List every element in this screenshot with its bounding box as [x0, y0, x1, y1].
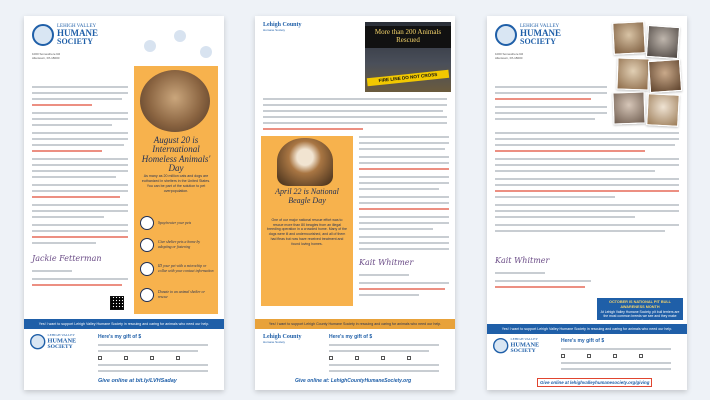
- qr-code: [110, 296, 124, 310]
- panel-subtext: As many as 20 million cats and dogs are euthanized in shelters in the United States. You can be part of the solution to pet overpopulation.: [141, 174, 211, 193]
- logo-line2: HUMANE: [520, 28, 561, 38]
- paw-heart-icon: [32, 24, 54, 46]
- give-online-link[interactable]: Give online at: LehighCountyHumaneSociety.org: [295, 378, 412, 384]
- dog-photo: [612, 21, 646, 55]
- gift-amount-label: Here's my gift of $: [329, 334, 373, 340]
- letter-national-beagle-day: [255, 16, 455, 390]
- gift-checkbox[interactable]: [150, 356, 154, 360]
- dog-photo: [616, 57, 649, 90]
- pit-banner-title: OCTOBER IS NATIONAL PIT BULL AWARENESS MONTH: [608, 300, 672, 309]
- dog-photo: [646, 25, 680, 59]
- tip-id: ID your pet with a microchip or collar with your contact information: [140, 262, 214, 276]
- reply-band: Yes! I want to support Lehigh Valley Humane Society in rescuing and caring for animals who need our help.: [487, 324, 687, 334]
- sender-address: 1000 Somewhere Rd Allentown, PA 18000: [495, 52, 524, 61]
- signature: Kait Whitmer: [359, 258, 414, 267]
- fire-line-tape: FIRE LINE DO NOT CROSS: [367, 70, 449, 87]
- panel-headline: August 20 is International Homeless Animals' Day: [141, 135, 211, 174]
- logo-line2: HUMANE: [57, 28, 98, 38]
- pit-bull-photo-collage: [613, 22, 683, 126]
- sender-address: 1000 Somewhere Rd Allentown, PA 18000: [32, 52, 61, 61]
- tip-spay: Spay/neuter your pets: [140, 216, 214, 230]
- paw-decor-icon: [144, 40, 156, 52]
- pit-bull-banner: [597, 298, 683, 323]
- info-panel: [261, 136, 353, 306]
- rescue-banner: More than 200 Animals Rescued: [365, 26, 451, 48]
- lchs-logo: [263, 22, 302, 32]
- reply-band: Yes! I want to support Lehigh County Humane Society in rescuing and caring for animals who need our help.: [255, 319, 455, 329]
- pit-banner-text: At Lehigh Valley Humane Society, pit bull terriers are the most common breeds we see and they make great family pets.: [600, 309, 680, 323]
- logo-line1: LEHIGH VALLEY: [57, 24, 97, 29]
- gift-amount-label: Here's my gift of $: [561, 338, 605, 344]
- gift-checkbox[interactable]: [381, 356, 385, 360]
- gift-amount-label: Here's my gift of $: [98, 334, 142, 340]
- logo-line1: LEHIGH VALLEY: [520, 24, 560, 29]
- paw-decor-icon: [174, 30, 186, 42]
- rescue-photo: [365, 22, 451, 92]
- letter-international-homeless-animals-day: [24, 16, 224, 390]
- gift-checkbox[interactable]: [639, 354, 643, 358]
- gift-checkbox[interactable]: [124, 356, 128, 360]
- tip-adopt: Give shelter pets a home by adopting or fostering: [140, 238, 214, 252]
- lvhs-logo: [495, 24, 561, 46]
- lvhs-logo: [32, 24, 98, 46]
- dog-photo: [646, 93, 680, 127]
- lchs-logo-small: Lehigh County Humane Society: [263, 334, 302, 344]
- info-panel: [134, 66, 218, 314]
- dog-photo: [612, 91, 645, 124]
- scissors-icon: [140, 216, 154, 230]
- gift-checkbox[interactable]: [407, 356, 411, 360]
- gift-checkbox[interactable]: [355, 356, 359, 360]
- letter-pit-bull-awareness: [487, 16, 687, 390]
- paw-decor-icon: [200, 46, 212, 58]
- reply-band: Yes! I want to support Lehigh Valley Humane Society in rescuing and caring for animals who need our help.: [24, 319, 224, 329]
- logo-name: Lehigh County: [263, 22, 302, 28]
- dog-photo: [648, 59, 682, 93]
- tip-donate: Donate to an animal shelter or rescue: [140, 288, 214, 302]
- logo-line3: SOCIETY: [520, 37, 557, 46]
- lvhs-logo-small: LEHIGH VALLEY HUMANE SOCIETY: [493, 338, 539, 353]
- give-online-link[interactable]: Give online at lehighvalleyhumanesociety.org/giving: [537, 378, 652, 387]
- gift-checkbox[interactable]: [329, 356, 333, 360]
- heart-hand-icon: [140, 288, 154, 302]
- gift-checkbox[interactable]: [561, 354, 565, 358]
- lvhs-logo-small: LEHIGH VALLEY HUMANE SOCIETY: [30, 334, 76, 349]
- gift-checkbox[interactable]: [176, 356, 180, 360]
- logo-sub: Humane Society: [263, 28, 286, 32]
- logo-line3: SOCIETY: [57, 37, 94, 46]
- collar-tag-icon: [140, 262, 154, 276]
- gift-checkbox[interactable]: [587, 354, 591, 358]
- signature: Jackie Fetterman: [32, 254, 102, 263]
- paw-heart-icon: [495, 24, 517, 46]
- gift-checkbox[interactable]: [98, 356, 102, 360]
- give-online-link[interactable]: Give online at bit.ly/LVHSaday: [98, 378, 177, 384]
- panel-subtext: One of our major national rescue effort was to rescue more than 80 beagles from an illegal breeding operation in a crowded home. Many of the dogs were ill and undernourished, and all of them had fleas but now have received treatment and found loving homes.: [267, 218, 347, 246]
- dog-photo: [140, 70, 210, 132]
- house-icon: [140, 238, 154, 252]
- gift-checkbox[interactable]: [613, 354, 617, 358]
- beagle-photo: [277, 138, 333, 186]
- panel-headline: April 22 is National Beagle Day: [275, 187, 339, 205]
- signature: Kait Whitmer: [495, 256, 550, 265]
